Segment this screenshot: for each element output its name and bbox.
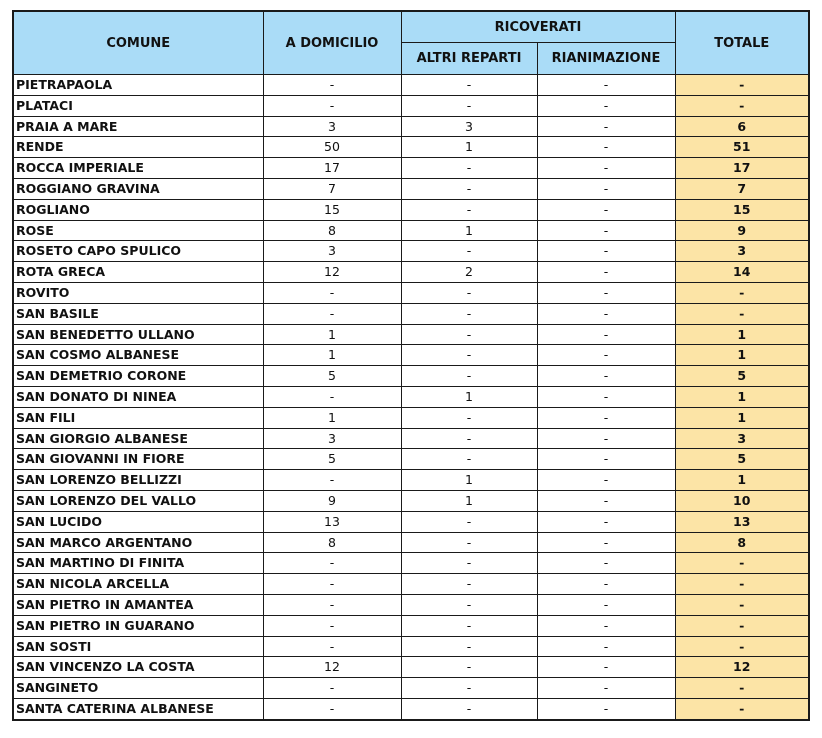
cell-totale: 8 <box>675 532 809 553</box>
cell-a-domicilio: 8 <box>263 220 401 241</box>
table-row <box>13 324 809 345</box>
cell-a-domicilio: - <box>263 615 401 636</box>
cell-rianimazione: - <box>537 428 675 449</box>
cell-rianimazione: - <box>537 158 675 179</box>
table-row <box>13 553 809 574</box>
cell-totale: 12 <box>675 657 809 678</box>
table-row <box>13 75 809 96</box>
cell-comune: SAN COSMO ALBANESE <box>13 345 263 366</box>
cell-altri-reparti: - <box>401 553 537 574</box>
cell-rianimazione: - <box>537 303 675 324</box>
cell-a-domicilio: 9 <box>263 490 401 511</box>
cell-altri-reparti: - <box>401 199 537 220</box>
cell-a-domicilio: - <box>263 594 401 615</box>
cell-altri-reparti: - <box>401 657 537 678</box>
cell-altri-reparti: - <box>401 303 537 324</box>
cell-rianimazione: - <box>537 594 675 615</box>
comuni-table <box>12 10 810 721</box>
cell-comune: ROCCA IMPERIALE <box>13 158 263 179</box>
cell-altri-reparti: 1 <box>401 490 537 511</box>
table-row <box>13 678 809 699</box>
cell-rianimazione: - <box>537 490 675 511</box>
cell-a-domicilio: - <box>263 470 401 491</box>
cell-totale: 17 <box>675 158 809 179</box>
header-altri-reparti: ALTRI REPARTI <box>401 43 537 75</box>
cell-a-domicilio: 5 <box>263 449 401 470</box>
table-row <box>13 116 809 137</box>
cell-a-domicilio: - <box>263 282 401 303</box>
header-rianimazione: RIANIMAZIONE <box>537 43 675 75</box>
cell-comune: SAN LORENZO DEL VALLO <box>13 490 263 511</box>
cell-rianimazione: - <box>537 199 675 220</box>
cell-rianimazione: - <box>537 698 675 719</box>
cell-rianimazione: - <box>537 137 675 158</box>
cell-rianimazione: - <box>537 366 675 387</box>
cell-a-domicilio: - <box>263 553 401 574</box>
cell-a-domicilio: 5 <box>263 366 401 387</box>
table-row <box>13 241 809 262</box>
cell-a-domicilio: - <box>263 386 401 407</box>
cell-comune: ROSETO CAPO SPULICO <box>13 241 263 262</box>
table-row <box>13 345 809 366</box>
cell-altri-reparti: - <box>401 428 537 449</box>
cell-comune: SAN PIETRO IN GUARANO <box>13 615 263 636</box>
cell-comune: SAN MARCO ARGENTANO <box>13 532 263 553</box>
cell-altri-reparti: 1 <box>401 220 537 241</box>
table-row <box>13 386 809 407</box>
cell-a-domicilio: - <box>263 95 401 116</box>
cell-totale: 1 <box>675 407 809 428</box>
cell-comune: RENDE <box>13 137 263 158</box>
cell-totale: 9 <box>675 220 809 241</box>
cell-altri-reparti: - <box>401 449 537 470</box>
cell-rianimazione: - <box>537 470 675 491</box>
table-row <box>13 137 809 158</box>
cell-altri-reparti: - <box>401 636 537 657</box>
cell-a-domicilio: 3 <box>263 428 401 449</box>
cell-comune: SAN GIORGIO ALBANESE <box>13 428 263 449</box>
table-row <box>13 636 809 657</box>
cell-rianimazione: - <box>537 553 675 574</box>
cell-comune: SAN BENEDETTO ULLANO <box>13 324 263 345</box>
cell-totale: 3 <box>675 428 809 449</box>
cell-comune: ROVITO <box>13 282 263 303</box>
table-body <box>13 75 809 720</box>
cell-rianimazione: - <box>537 678 675 699</box>
cell-altri-reparti: - <box>401 574 537 595</box>
cell-rianimazione: - <box>537 511 675 532</box>
cell-rianimazione: - <box>537 657 675 678</box>
cell-rianimazione: - <box>537 220 675 241</box>
cell-comune: ROGGIANO GRAVINA <box>13 178 263 199</box>
cell-rianimazione: - <box>537 615 675 636</box>
cell-altri-reparti: - <box>401 241 537 262</box>
table-row <box>13 511 809 532</box>
table-row <box>13 532 809 553</box>
cell-rianimazione: - <box>537 449 675 470</box>
cell-a-domicilio: - <box>263 698 401 719</box>
cell-totale: 6 <box>675 116 809 137</box>
table-row <box>13 490 809 511</box>
cell-comune: ROSE <box>13 220 263 241</box>
cell-totale: 13 <box>675 511 809 532</box>
cell-a-domicilio: 8 <box>263 532 401 553</box>
cell-totale: 5 <box>675 449 809 470</box>
cell-altri-reparti: 3 <box>401 116 537 137</box>
cell-totale: - <box>675 303 809 324</box>
cell-altri-reparti: - <box>401 594 537 615</box>
cell-altri-reparti: - <box>401 407 537 428</box>
cell-a-domicilio: 3 <box>263 116 401 137</box>
cell-altri-reparti: - <box>401 532 537 553</box>
table-row <box>13 282 809 303</box>
cell-totale: - <box>675 574 809 595</box>
table-row <box>13 158 809 179</box>
cell-totale: 5 <box>675 366 809 387</box>
table-row <box>13 220 809 241</box>
cell-totale: 1 <box>675 386 809 407</box>
cell-a-domicilio: 15 <box>263 199 401 220</box>
cell-totale: - <box>675 678 809 699</box>
table-row <box>13 262 809 283</box>
cell-altri-reparti: - <box>401 158 537 179</box>
cell-comune: SANTA CATERINA ALBANESE <box>13 698 263 719</box>
cell-rianimazione: - <box>537 636 675 657</box>
cell-a-domicilio: 12 <box>263 262 401 283</box>
cell-rianimazione: - <box>537 116 675 137</box>
cell-rianimazione: - <box>537 95 675 116</box>
cell-rianimazione: - <box>537 282 675 303</box>
cell-comune: PRAIA A MARE <box>13 116 263 137</box>
cell-rianimazione: - <box>537 75 675 96</box>
cell-comune: SAN LORENZO BELLIZZI <box>13 470 263 491</box>
cell-comune: SANGINETO <box>13 678 263 699</box>
cell-altri-reparti: 1 <box>401 137 537 158</box>
cell-a-domicilio: 1 <box>263 345 401 366</box>
table-row <box>13 657 809 678</box>
cell-altri-reparti: - <box>401 178 537 199</box>
table-row <box>13 449 809 470</box>
cell-rianimazione: - <box>537 178 675 199</box>
table-header <box>13 11 809 75</box>
table-row <box>13 303 809 324</box>
cell-comune: SAN DONATO DI NINEA <box>13 386 263 407</box>
header-a-domicilio: A DOMICILIO <box>263 11 401 75</box>
cell-comune: SAN GIOVANNI IN FIORE <box>13 449 263 470</box>
header-ricoverati: RICOVERATI <box>401 11 675 43</box>
cell-totale: - <box>675 636 809 657</box>
cell-comune: ROTA GRECA <box>13 262 263 283</box>
cell-rianimazione: - <box>537 574 675 595</box>
cell-comune: SAN MARTINO DI FINITA <box>13 553 263 574</box>
table-row <box>13 428 809 449</box>
cell-comune: PIETRAPAOLA <box>13 75 263 96</box>
cell-a-domicilio: - <box>263 574 401 595</box>
cell-rianimazione: - <box>537 532 675 553</box>
cell-comune: PLATACI <box>13 95 263 116</box>
cell-totale: - <box>675 615 809 636</box>
cell-altri-reparti: - <box>401 95 537 116</box>
cell-totale: 1 <box>675 345 809 366</box>
cell-altri-reparti: - <box>401 678 537 699</box>
table-row <box>13 574 809 595</box>
table-row <box>13 366 809 387</box>
cell-a-domicilio: 17 <box>263 158 401 179</box>
cell-rianimazione: - <box>537 407 675 428</box>
cell-comune: SAN FILI <box>13 407 263 428</box>
cell-altri-reparti: - <box>401 366 537 387</box>
cell-totale: 7 <box>675 178 809 199</box>
cell-comune: SAN PIETRO IN AMANTEA <box>13 594 263 615</box>
cell-totale: 10 <box>675 490 809 511</box>
cell-altri-reparti: 1 <box>401 470 537 491</box>
cell-comune: SAN DEMETRIO CORONE <box>13 366 263 387</box>
cell-comune: ROGLIANO <box>13 199 263 220</box>
cell-totale: 1 <box>675 324 809 345</box>
cell-comune: SAN NICOLA ARCELLA <box>13 574 263 595</box>
table-row <box>13 199 809 220</box>
cell-totale: - <box>675 594 809 615</box>
cell-a-domicilio: 1 <box>263 407 401 428</box>
table-row <box>13 95 809 116</box>
cell-a-domicilio: 3 <box>263 241 401 262</box>
cell-rianimazione: - <box>537 262 675 283</box>
cell-a-domicilio: - <box>263 678 401 699</box>
table-row <box>13 594 809 615</box>
cell-totale: 1 <box>675 470 809 491</box>
cell-rianimazione: - <box>537 345 675 366</box>
cell-altri-reparti: - <box>401 511 537 532</box>
cell-rianimazione: - <box>537 324 675 345</box>
header-comune: COMUNE <box>13 11 263 75</box>
cell-totale: - <box>675 698 809 719</box>
cell-altri-reparti: - <box>401 698 537 719</box>
cell-totale: - <box>675 282 809 303</box>
cell-altri-reparti: 1 <box>401 386 537 407</box>
cell-totale: 51 <box>675 137 809 158</box>
cell-rianimazione: - <box>537 241 675 262</box>
cell-a-domicilio: 13 <box>263 511 401 532</box>
cell-comune: SAN LUCIDO <box>13 511 263 532</box>
cell-totale: 3 <box>675 241 809 262</box>
table-row <box>13 470 809 491</box>
cell-altri-reparti: - <box>401 615 537 636</box>
cell-rianimazione: - <box>537 386 675 407</box>
cell-comune: SAN BASILE <box>13 303 263 324</box>
cell-totale: - <box>675 75 809 96</box>
cell-a-domicilio: - <box>263 75 401 96</box>
cell-a-domicilio: 1 <box>263 324 401 345</box>
table-row <box>13 407 809 428</box>
cell-altri-reparti: - <box>401 345 537 366</box>
cell-a-domicilio: - <box>263 636 401 657</box>
cell-comune: SAN VINCENZO LA COSTA <box>13 657 263 678</box>
cell-a-domicilio: 12 <box>263 657 401 678</box>
cell-altri-reparti: - <box>401 324 537 345</box>
cell-altri-reparti: 2 <box>401 262 537 283</box>
cell-a-domicilio: - <box>263 303 401 324</box>
cell-comune: SAN SOSTI <box>13 636 263 657</box>
covid-table-container <box>12 10 810 721</box>
cell-altri-reparti: - <box>401 75 537 96</box>
cell-a-domicilio: 7 <box>263 178 401 199</box>
cell-totale: - <box>675 553 809 574</box>
cell-a-domicilio: 50 <box>263 137 401 158</box>
cell-altri-reparti: - <box>401 282 537 303</box>
table-row <box>13 615 809 636</box>
table-row <box>13 698 809 719</box>
header-totale: TOTALE <box>675 11 809 75</box>
cell-totale: 14 <box>675 262 809 283</box>
cell-totale: 15 <box>675 199 809 220</box>
cell-totale: - <box>675 95 809 116</box>
table-row <box>13 178 809 199</box>
